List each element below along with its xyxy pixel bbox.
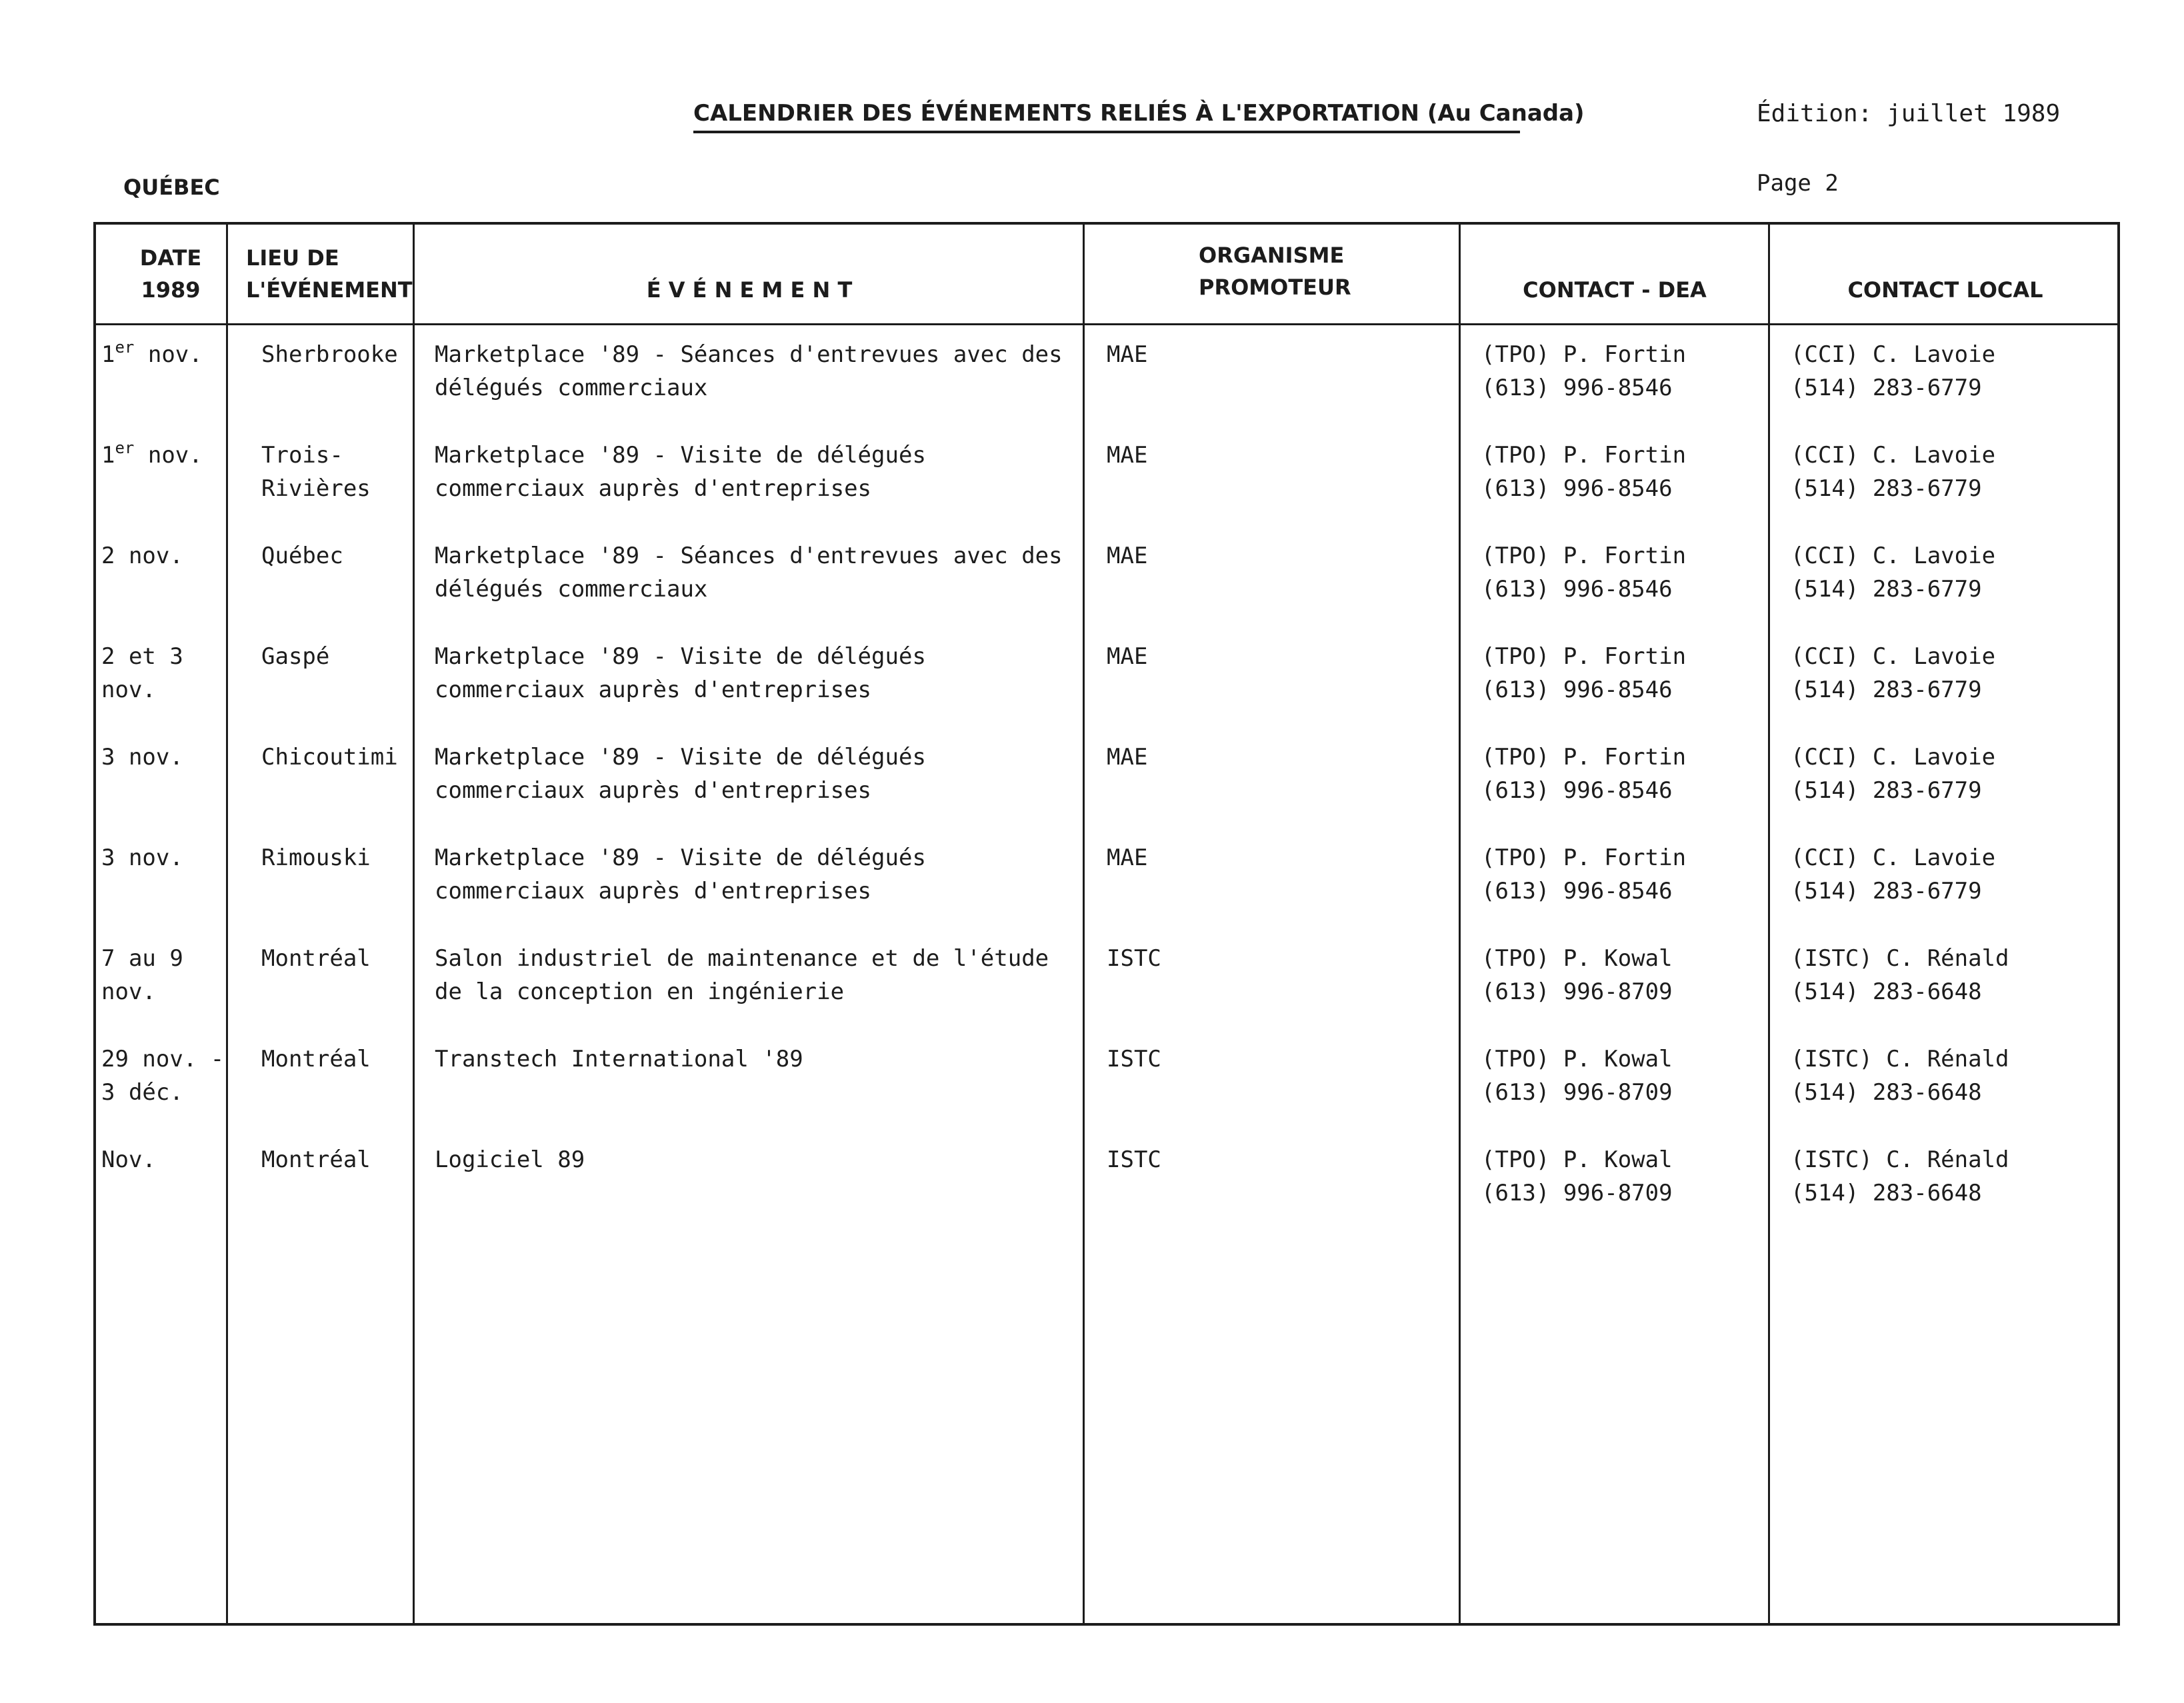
cell-date: 3 nov. [101,845,183,871]
cell-contact-local: (ISTC) C. Rénald (514) 283-6648 [1791,945,2009,1005]
cell-lieu: Gaspé [261,643,330,670]
date-day: 1 [101,341,115,368]
cell-contact-dea: (TPO) P. Fortin (613) 996-8546 [1481,643,1687,703]
cell-date: Nov. [101,1146,156,1173]
calendar-table [93,222,2120,1626]
cell-contact-dea: (TPO) P. Kowal (613) 996-8709 [1481,1146,1673,1206]
cell-lieu: Rimouski [261,845,371,871]
cell-evenement: Transtech International '89 [435,1046,803,1072]
header-date: DATE 1989 [139,245,202,303]
cell-organisme: MAE [1107,543,1148,569]
cell-contact-dea: (TPO) P. Kowal (613) 996-8709 [1481,945,1673,1005]
date-day: 1 [101,442,115,469]
cell-organisme: MAE [1107,643,1148,670]
cell-lieu: Montréal [261,945,371,972]
cell-organisme: ISTC [1107,945,1161,972]
cell-date: 29 nov. - 3 déc. [101,1046,225,1106]
header-contact-dea: CONTACT - DEA [1523,277,1707,303]
cell-evenement: Marketplace '89 - Séances d'entrevues avec des délégués commerciaux [435,543,1063,603]
cell-evenement: Marketplace '89 - Visite de délégués commerciaux auprès d'entreprises [435,442,926,502]
cell-contact-local: (CCI) C. Lavoie (514) 283-6779 [1791,442,1996,502]
cell-lieu: Trois- Rivières [261,442,371,502]
cell-contact-dea: (TPO) P. Fortin (613) 996-8546 [1481,744,1687,804]
cell-lieu: Sherbrooke [261,341,398,368]
cell-contact-dea: (TPO) P. Fortin (613) 996-8546 [1481,341,1687,401]
column-divider [1768,225,1770,1623]
header-divider [96,323,2117,325]
cell-contact-local: (CCI) C. Lavoie (514) 283-6779 [1791,341,1996,401]
cell-organisme: MAE [1107,744,1148,771]
cell-date [101,338,225,371]
date-ordinal: er [115,439,135,457]
date-month: nov. [134,442,203,469]
cell-contact-local: (ISTC) C. Rénald (514) 283-6648 [1791,1046,2009,1106]
cell-contact-dea: (TPO) P. Fortin (613) 996-8546 [1481,543,1687,603]
cell-organisme: MAE [1107,442,1148,469]
cell-lieu: Montréal [261,1146,371,1173]
cell-lieu: Chicoutimi [261,744,398,771]
column-divider [1459,225,1461,1623]
cell-evenement: Marketplace '89 - Visite de délégués commerciaux auprès d'entreprises [435,643,926,703]
cell-lieu: Montréal [261,1046,371,1072]
cell-contact-dea: (TPO) P. Kowal (613) 996-8709 [1481,1046,1673,1106]
cell-contact-dea: (TPO) P. Fortin (613) 996-8546 [1481,845,1687,904]
cell-contact-local: (CCI) C. Lavoie (514) 283-6779 [1791,643,1996,703]
document-title: CALENDRIER DES ÉVÉNEMENTS RELIÉS À L'EXPORTATION (Au Canada) [693,100,1520,133]
date-ordinal: er [115,338,135,357]
cell-date: 7 au 9 nov. [101,945,183,1005]
header-organisme: ORGANISME PROMOTEUR [1199,243,1351,300]
cell-organisme: MAE [1107,845,1148,871]
cell-evenement: Logiciel 89 [435,1146,585,1173]
cell-date: 3 nov. [101,744,183,771]
cell-date [101,439,225,472]
cell-lieu: Québec [261,543,343,569]
cell-evenement: Salon industriel de maintenance et de l'étude de la conception en ingénierie [435,945,1049,1005]
cell-contact-local: (CCI) C. Lavoie (514) 283-6779 [1791,744,1996,804]
cell-contact-local: (CCI) C. Lavoie (514) 283-6779 [1791,845,1996,904]
page-number: Page 2 [1757,170,1839,197]
header-evenement: É V É N E M E N T [646,277,853,303]
cell-evenement: Marketplace '89 - Visite de délégués commerciaux auprès d'entreprises [435,744,926,804]
cell-evenement: Marketplace '89 - Séances d'entrevues avec des délégués commerciaux [435,341,1063,401]
region-label: QUÉBEC [123,175,220,200]
cell-organisme: ISTC [1107,1146,1161,1173]
column-divider [413,225,415,1623]
edition-date: Édition: juillet 1989 [1757,100,2061,127]
cell-evenement: Marketplace '89 - Visite de délégués commerciaux auprès d'entreprises [435,845,926,904]
column-divider [226,225,228,1623]
column-divider [1083,225,1085,1623]
cell-contact-local: (ISTC) C. Rénald (514) 283-6648 [1791,1146,2009,1206]
cell-organisme: ISTC [1107,1046,1161,1072]
date-month: nov. [134,341,203,368]
cell-date: 2 et 3 nov. [101,643,183,703]
cell-organisme: MAE [1107,341,1148,368]
cell-date: 2 nov. [101,543,183,569]
header-lieu: LIEU DE L'ÉVÉNEMENT [246,245,413,303]
cell-contact-dea: (TPO) P. Fortin (613) 996-8546 [1481,442,1687,502]
header-contact-local: CONTACT LOCAL [1847,277,2043,303]
cell-contact-local: (CCI) C. Lavoie (514) 283-6779 [1791,543,1996,603]
